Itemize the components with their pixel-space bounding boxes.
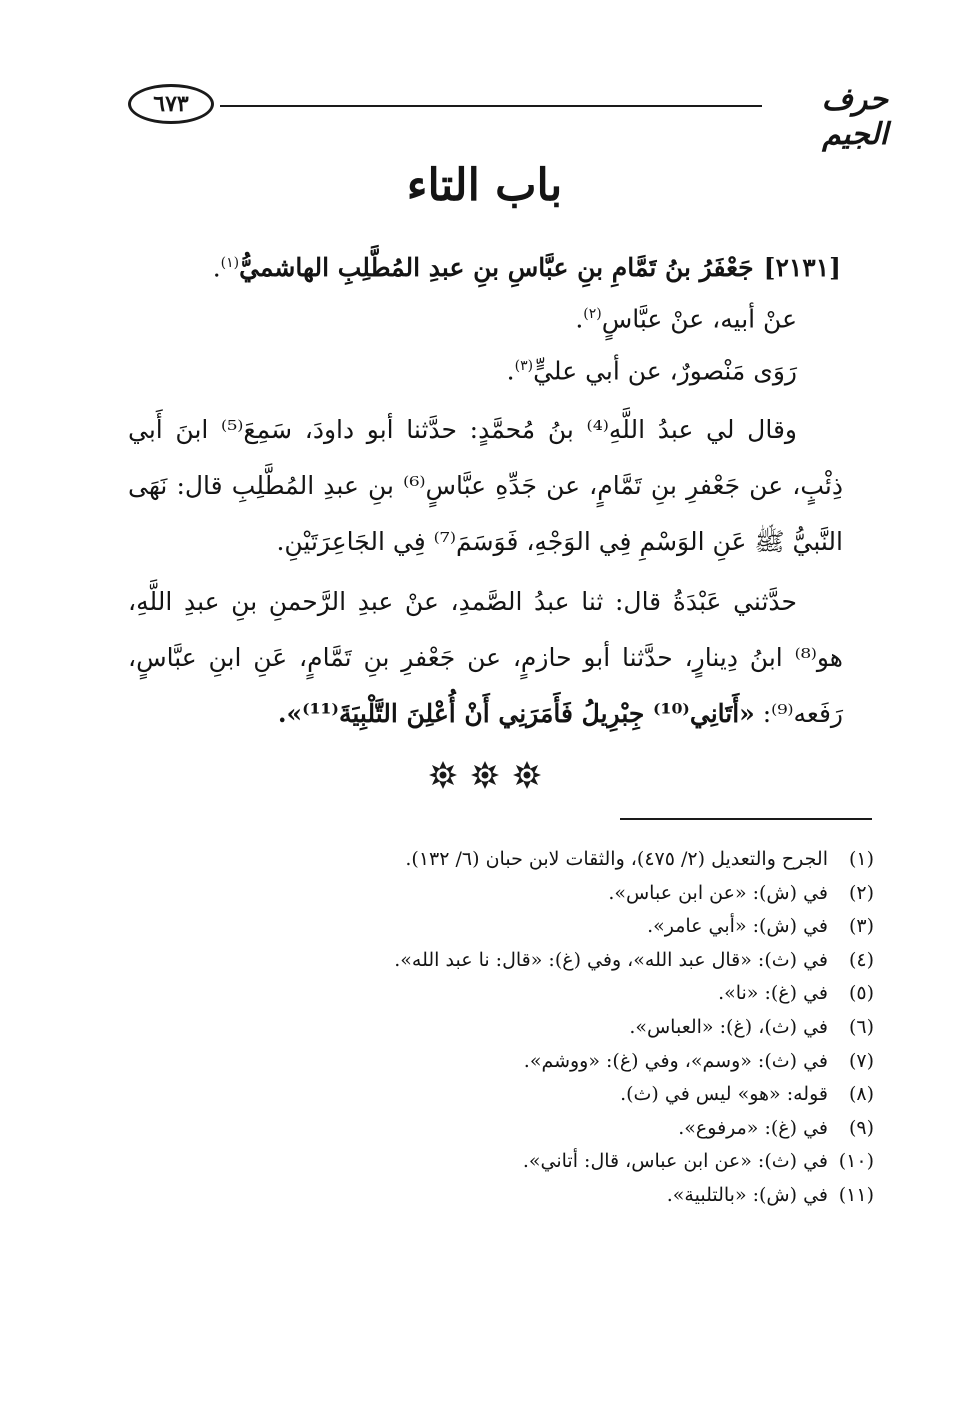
- chapter-heading: باب التاء: [406, 160, 563, 211]
- footnote-text: في (ث): «قال عبد الله»، وفي (غ): «قال: نا عبد الله».: [394, 948, 828, 971]
- footnote-ref-1: (١): [220, 255, 240, 271]
- footnote-item: [294, 1011, 874, 1045]
- footnote-number: (١): [848, 848, 874, 870]
- entry-line-2-text: رَوَى مَنْصورٌ، عن أبي عليٍّ: [533, 355, 797, 385]
- footnote-number: (٩): [848, 1116, 874, 1139]
- footnote-number: (٨): [848, 1083, 874, 1106]
- paragraph-2-text: حدَّثني عَبْدَةُ قال: ثنا عبدُ الصَّمدِ، عنْ عبدِ الرَّحمنِ بنِ عبدِ اللَّهِ، هو⁽⁸⁾ ابنُ دِينارٍ، حدَّثنا أبو حازمٍ، عن جَعْفرِ بنِ تَمَّامٍ، عَنِ ابنِ عبَّاسٍ، رَفَعه⁽⁹⁾:: [128, 586, 843, 728]
- footnote-text: في (ش): «عن ابن عباس».: [608, 881, 828, 904]
- footnote-separator: [620, 818, 872, 820]
- footnotes-list: [294, 843, 874, 1213]
- entry-line-1-text: عنْ أبيه، عنْ عبَّاسٍ: [601, 304, 797, 334]
- page-number: ٦٧٣: [128, 84, 214, 124]
- entry-number: [٢١٣١]: [763, 253, 841, 283]
- entry-line-2: رَوَى مَنْصورٌ، عن أبي عليٍّ$^{(٣)}$.: [506, 355, 797, 385]
- footnote-text: في (غ): «مرفوع».: [678, 1116, 828, 1139]
- hadith-quote: «أَتَانِي⁽¹⁰⁾ جِبْرِيلُ فَأَمَرَنِي أَنْ أُعْلِنَ التَّلْبِيَةَ⁽¹¹⁾».: [277, 698, 755, 728]
- footnote-item: [294, 843, 874, 877]
- footnote-number: (٦): [848, 1015, 874, 1038]
- entry-heading: [٢١٣١] جَعْفَرُ بنُ تَمَّامِ بنِ عبَّاسِ بنِ عبدِ المُطَّلِبِ الهاشميُّ$^{(١)}$.: [212, 253, 841, 283]
- main-body: [128, 240, 843, 742]
- footnote-item: [294, 1145, 874, 1179]
- footnote-text: الجرح والتعديل (٢/ ٤٧٥)، والثقات لابن حبان (٦/ ١٣٢).: [405, 848, 828, 870]
- footnote-item: [294, 1078, 874, 1112]
- star-ornament-icon: [470, 760, 500, 790]
- footnote-ref-3: (٣): [514, 357, 534, 374]
- footnote-number: (١٠): [838, 1150, 874, 1173]
- running-title: حرف الجيم: [821, 82, 888, 152]
- footnote-item: [294, 944, 874, 978]
- footnote-item: [294, 877, 874, 911]
- footnote-text: قوله: «هو» ليس في (ث).: [620, 1083, 828, 1106]
- entry-title: جَعْفَرُ بنُ تَمَّامِ بنِ عبَّاسِ بنِ عبدِ المُطَّلِبِ الهاشميُّ: [239, 253, 754, 283]
- running-header: [128, 80, 888, 152]
- footnote-text: في (ث): «عن ابن عباس، قال: أتاني».: [522, 1150, 828, 1173]
- footnote-text: في (ش): «أبي عامر».: [647, 915, 828, 938]
- footnote-item: [294, 1112, 874, 1146]
- paragraph-2: [128, 574, 843, 742]
- footnote-item: [294, 977, 874, 1011]
- footnote-number: (١١): [838, 1183, 874, 1206]
- footnote-number: (٧): [848, 1049, 874, 1072]
- footnote-number: (٤): [848, 948, 874, 971]
- footnote-item: [294, 1045, 874, 1079]
- entry-line-1: عنْ أبيه، عنْ عبَّاسٍ$^{(٢)}$.: [575, 304, 797, 334]
- star-ornament-icon: [512, 760, 542, 790]
- footnote-item: [294, 910, 874, 944]
- footnote-item: [294, 1179, 874, 1213]
- footnote-number: (٣): [848, 915, 874, 938]
- footnote-ref-2: (٢): [583, 306, 602, 323]
- section-divider-ornaments: [0, 760, 969, 790]
- star-ornament-icon: [428, 760, 458, 790]
- footnote-text: في (غ): «نا».: [718, 982, 828, 1005]
- footnote-text: في (ث)، (غ): «العباس».: [629, 1015, 828, 1038]
- footnote-number: (٥): [848, 982, 874, 1005]
- header-rule: [220, 105, 762, 107]
- footnote-text: في (ث): «وسم»، وفي (غ): «ووشم».: [523, 1049, 828, 1072]
- paragraph-1: وقال لي عبدُ اللَّهِ⁽⁴⁾ بنُ مُحمَّدٍ: حدَّثنا أبو داودَ، سَمِعَ⁽⁵⁾ ابنَ أَبي ذِئْبٍ، عن جَعْفرِ بنِ تَمَّامٍ، عن جَدِّهِ عبَّاسٍ⁽⁶⁾ بنِ عبدِ المُطَّلِبِ قال: نَهَى النَّبيُّ ﷺ عَنِ الوَسْمِ فِي الوَجْهِ، فَوَسَمَ⁽⁷⁾ فِي الجَاعِرَتَيْنِ.: [128, 414, 843, 556]
- footnote-number: (٢): [848, 881, 874, 904]
- footnote-text: في (ش): «بالتلبية».: [666, 1183, 828, 1206]
